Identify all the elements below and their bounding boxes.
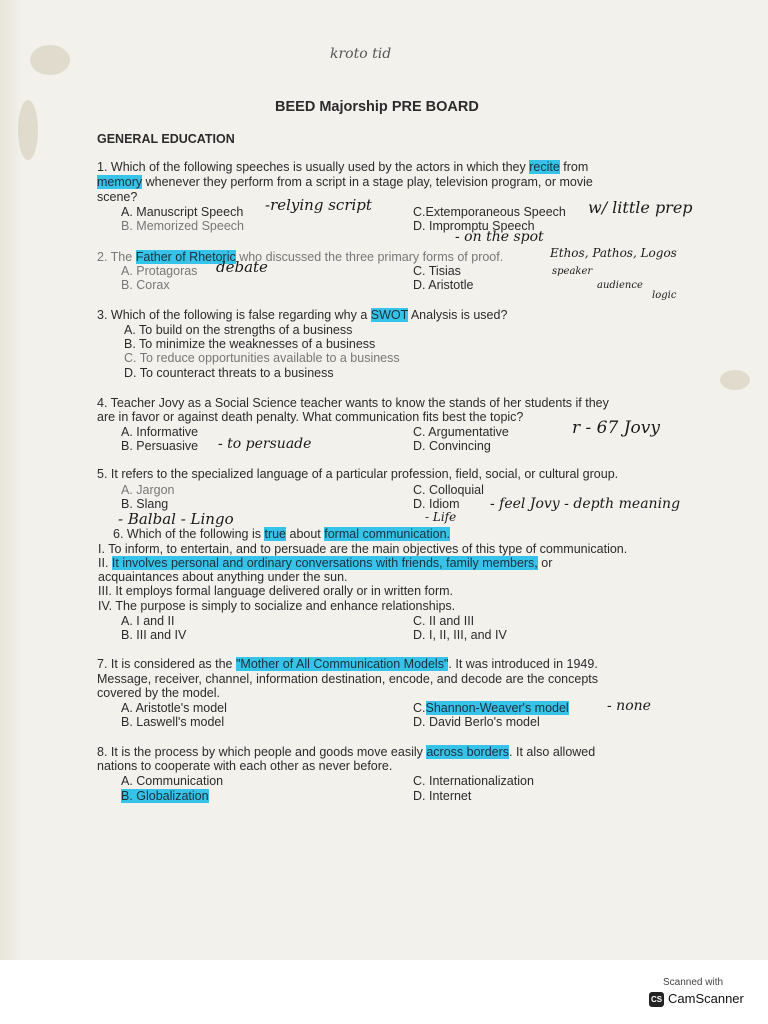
q6-option-d: D. I, II, III, and IV [413,628,507,642]
q3-option-d: D. To counteract threats to a business [124,366,334,380]
q6-item-ii-cont: acquaintances about anything under the sun. [98,570,348,584]
camscanner-logo-icon: CS [649,992,664,1007]
q8-line1: 8. It is the process by which people and goods move easily across borders. It also allowed [97,745,596,759]
header-scrawl: kroto tid [330,46,392,62]
q7-option-d: D. David Berlo's model [413,715,540,729]
q5-line1: 5. It refers to the specialized language of a particular profession, field, social, or cultural group. [97,467,619,481]
handnote-relying-script: -relying script [265,196,372,214]
q4-option-a: A. Informative [121,425,199,439]
q1-option-b: B. Memorized Speech [121,219,244,233]
q3-option-c: C. To reduce opportunities available to a business [124,351,400,365]
watermark-app-name: CamScanner [668,991,744,1006]
q6-item-i: I. To inform, to entertain, and to persuade are the main objectives of this type of communication. [98,542,628,556]
handnote-jovy: r - 67 Jovy [572,418,660,438]
section-heading: GENERAL EDUCATION [97,132,235,146]
q1-option-d: D. Impromptu Speech [413,219,535,233]
handnote-on-the-spot: - on the spot [455,229,544,245]
q6-item-iii: III. It employs formal language delivered orally or in written form. [98,584,454,598]
q7-option-c: C.Shannon-Weaver's model [413,701,569,715]
q1-line3: scene? [97,190,138,204]
q3-option-b: B. To minimize the weaknesses of a business [124,337,376,351]
q8-line2: nations to cooperate with each other as never before. [97,759,393,773]
page-title: BEED Majorship PRE BOARD [275,99,479,115]
q6-line1: 6. Which of the following is true about formal communication. [113,527,450,541]
handnote-to-persuade: - to persuade [218,436,312,452]
q4-line2: are in favor or against death penalty. What communication fits best the topic? [97,410,524,424]
q1-line1: 1. Which of the following speeches is usually used by the actors in which they recite from [97,160,589,174]
handnote-feel-jovy: - feel Jovy - depth meaning [490,496,681,512]
q6-option-c: C. II and III [413,614,475,628]
q7-line1: 7. It is considered as the "Mother of All Communication Models". It was introduced in 1949. [97,657,598,671]
handnote-speaker: speaker [552,266,593,277]
q5-option-c: C. Colloquial [413,483,484,497]
camscanner-watermark [643,977,753,1013]
q1-option-a: A. Manuscript Speech [121,205,244,219]
q3-option-a: A. To build on the strengths of a business [124,323,353,337]
handnote-ethos-pathos-logos: Ethos, Pathos, Logos [550,246,677,260]
handnote-life: - Life [425,510,457,524]
q6-option-a: A. I and II [121,614,175,628]
q2-option-b: B. Corax [121,278,170,292]
q4-line1: 4. Teacher Jovy as a Social Science teacher wants to know the stands of her students if they [97,396,609,410]
q1-option-c: C.Extemporaneous Speech [413,205,566,219]
q5-option-b: B. Slang [121,497,169,511]
handnote-logic: logic [652,290,677,301]
q8-option-b: B. Globalization [121,789,209,803]
q4-option-d: D. Convincing [413,439,491,453]
q8-option-c: C. Internationalization [413,774,534,788]
q4-option-b: B. Persuasive [121,439,199,453]
q6-item-ii: II. It involves personal and ordinary conversations with friends, family members, or [98,556,553,570]
q7-option-a: A. Aristotle's model [121,701,227,715]
handnote-little-prep: w/ little prep [588,198,693,217]
q2-option-a: A. Protagoras [121,264,198,278]
q1-line2: memory whenever they perform from a script in a stage play, television program, or movie [97,175,593,189]
q8-option-a: A. Communication [121,774,224,788]
handnote-none: - none [607,698,651,714]
q6-option-b: B. III and IV [121,628,187,642]
q7-option-b: B. Laswell's model [121,715,225,729]
handnote-balbal: - Balbal - Lingo [118,510,234,528]
watermark-scanned-with: Scanned with [663,977,724,988]
q2-line1: 2. The Father of Rhetoric who discussed the three primary forms of proof. [97,250,504,264]
q7-line2: Message, receiver, channel, information destination, encode, and decode are the concepts [97,672,599,686]
q8-option-d: D. Internet [413,789,472,803]
q4-option-c: C. Argumentative [413,425,509,439]
q3-line1: 3. Which of the following is false regarding why a SWOT Analysis is used? [97,308,508,322]
handnote-debate: debate [216,258,268,276]
q2-option-d: D. Aristotle [413,278,474,292]
handnote-audience: audience [597,280,643,291]
q2-option-c: C. Tisias [413,264,461,278]
q7-line3: covered by the model. [97,686,220,700]
q5-option-a: A. Jargon [121,483,175,497]
q5-option-d: D. Idiom [413,497,460,511]
q6-item-iv: IV. The purpose is simply to socialize and enhance relationships. [98,599,456,613]
